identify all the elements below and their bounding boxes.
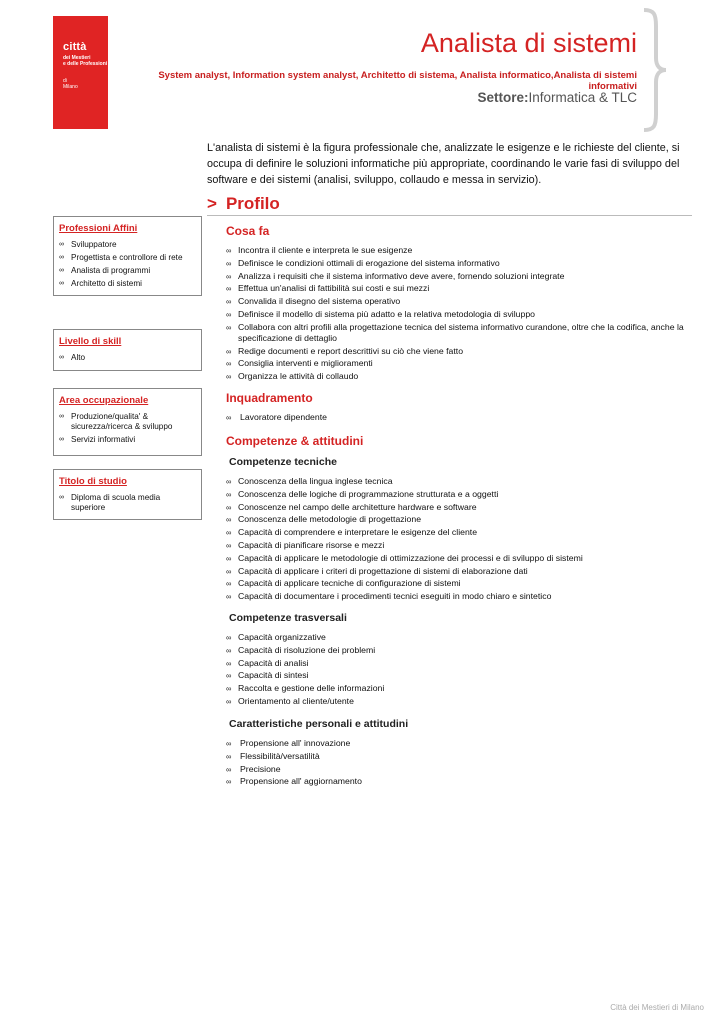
page-title: Analista di sistemi: [420, 28, 637, 58]
cosa-fa-list: [226, 245, 686, 384]
list-item: ∞ Effettua un'analisi di fattibilità sui costi e sui mezzi: [226, 283, 686, 294]
footer: Città dei Mestieri di Milano: [610, 1003, 704, 1012]
inquadramento-list: [226, 412, 686, 425]
professioni-list: [59, 240, 196, 289]
logo-line-3a: di: [63, 78, 67, 84]
titolo-title[interactable]: Titolo di studio: [59, 476, 127, 487]
sector-value: Informatica & TLC: [528, 90, 637, 105]
list-item: ∞ Produzione/qualita' & sicurezza/ricerca & sviluppo: [59, 412, 196, 432]
logo: [53, 16, 108, 129]
cosa-fa-heading: Cosa fa: [226, 224, 270, 238]
area-title[interactable]: Area occupazionale: [59, 395, 149, 406]
list-item: ∞ Orientamento al cliente/utente: [226, 696, 686, 707]
brace-decoration: [640, 8, 670, 132]
box-livello-skill: [53, 329, 202, 371]
professioni-title[interactable]: Professioni Affini: [59, 223, 138, 234]
list-item: ∞ Conoscenza delle metodologie di progettazione: [226, 514, 686, 525]
sector: [477, 90, 637, 105]
list-item: ∞ Conoscenza delle logiche di programmazione strutturata e a oggetti: [226, 489, 686, 500]
competenze-tecniche-heading: Competenze tecniche: [229, 456, 337, 468]
list-item: ∞ Convalida il disegno del sistema operativo: [226, 296, 686, 307]
intro-text: L'analista di sistemi è la figura professionale che, analizzate le esigenze e le richieste del cliente, si occupa di definire le soluzioni informatiche più appropriate, coordinando le varie fasi di sviluppo del software e dei sistemi (analisi, sviluppo, collaudo e messa in servizio).: [207, 142, 680, 186]
list-item: ∞ Capacità di applicare i criteri di progettazione di sistemi di elaborazione dati: [226, 566, 686, 577]
list-item: ∞ Organizza le attività di collaudo: [226, 371, 686, 382]
list-item: ∞ Raccolta e gestione delle informazioni: [226, 683, 686, 694]
logo-line-2: [63, 55, 107, 67]
list-item: ∞ Capacità organizzative: [226, 632, 686, 643]
list-item: ∞ Propensione all' aggiornamento: [226, 776, 686, 787]
logo-line-2a: dei Mestieri: [63, 55, 91, 61]
list-item: ∞ Capacità di analisi: [226, 658, 686, 669]
list-item: ∞ Capacità di applicare tecniche di configurazione di sistemi: [226, 578, 686, 589]
list-item: ∞ Precisione: [226, 764, 686, 775]
list-item: ∞ Capacità di pianificare risorse e mezzi: [226, 540, 686, 551]
list-item: ∞ Sviluppatore: [59, 240, 196, 250]
logo-line-1: città: [63, 41, 87, 53]
box-titolo-studio: [53, 469, 202, 520]
competenze-trasversali-list: [226, 632, 686, 709]
list-item: ∞ Alto: [59, 353, 196, 363]
list-item: ∞ Propensione all' innovazione: [226, 738, 686, 749]
competenze-tecniche-list: [226, 476, 686, 604]
section-profilo: [207, 194, 692, 216]
list-item: ∞ Progettista e controllore di rete: [59, 253, 196, 263]
list-item: ∞ Conoscenza della lingua inglese tecnica: [226, 476, 686, 487]
livello-list: [59, 353, 196, 363]
list-item: ∞ Architetto di sistemi: [59, 279, 196, 289]
list-item: ∞ Definisce le condizioni ottimali di erogazione del sistema informativo: [226, 258, 686, 269]
box-area-occupazionale: [53, 388, 202, 456]
caratteristiche-heading: Caratteristiche personali e attitudini: [229, 718, 409, 730]
list-item: ∞ Capacità di sintesi: [226, 670, 686, 681]
logo-line-3b: Milano: [63, 84, 78, 90]
page-subtitle: System analyst, Information system analyst, Architetto di sistema, Analista informatico,Analista di sistemi informativi: [158, 70, 637, 92]
list-item: ∞ Incontra il cliente e interpreta le sue esigenze: [226, 245, 686, 256]
list-item: ∞ Lavoratore dipendente: [226, 412, 686, 423]
list-item: ∞ Definisce il modello di sistema più adatto e la relativa metodologia di sviluppo: [226, 309, 686, 320]
list-item: ∞ Consiglia interventi e miglioramenti: [226, 358, 686, 369]
list-item: ∞ Capacità di documentare i procedimenti tecnici eseguiti in modo chiaro e sintetico: [226, 591, 686, 602]
logo-line-3: [63, 78, 78, 90]
titolo-list: [59, 493, 196, 513]
sector-label: Settore:: [477, 90, 529, 105]
area-list: [59, 412, 196, 445]
list-item: ∞ Capacità di applicare le metodologie di ottimizzazione dei processi e di sviluppo di sistemi: [226, 553, 686, 564]
competenze-heading: Competenze & attitudini: [226, 434, 364, 448]
inquadramento-heading: Inquadramento: [226, 391, 313, 405]
profilo-title: Profilo: [225, 194, 280, 213]
list-item: ∞ Analizza i requisiti che il sistema informativo deve avere, fornendo soluzioni integrate: [226, 271, 686, 282]
list-item: ∞ Diploma di scuola media superiore: [59, 493, 196, 513]
list-item: ∞ Flessibilità/versatilità: [226, 751, 686, 762]
competenze-trasversali-heading: Competenze trasversali: [229, 612, 347, 624]
profilo-arrow: >: [207, 194, 217, 213]
list-item: ∞ Conoscenze nel campo delle architetture hardware e software: [226, 502, 686, 513]
list-item: ∞ Redige documenti e report descrittivi su ciò che viene fatto: [226, 346, 686, 357]
list-item: ∞ Collabora con altri profili alla progettazione tecnica del sistema informativo curandone, oltre che la codifica, anche la specificazione di dettaglio: [226, 322, 686, 344]
list-item: ∞ Capacità di comprendere e interpretare le esigenze del cliente: [226, 527, 686, 538]
box-professioni-affini: [53, 216, 202, 296]
livello-title[interactable]: Livello di skill: [59, 336, 122, 347]
list-item: ∞ Capacità di risoluzione dei problemi: [226, 645, 686, 656]
list-item: ∞ Servizi informativi: [59, 435, 196, 445]
list-item: ∞ Analista di programmi: [59, 266, 196, 276]
caratteristiche-list: [226, 738, 686, 789]
logo-line-2b: e delle Professioni: [63, 61, 108, 67]
